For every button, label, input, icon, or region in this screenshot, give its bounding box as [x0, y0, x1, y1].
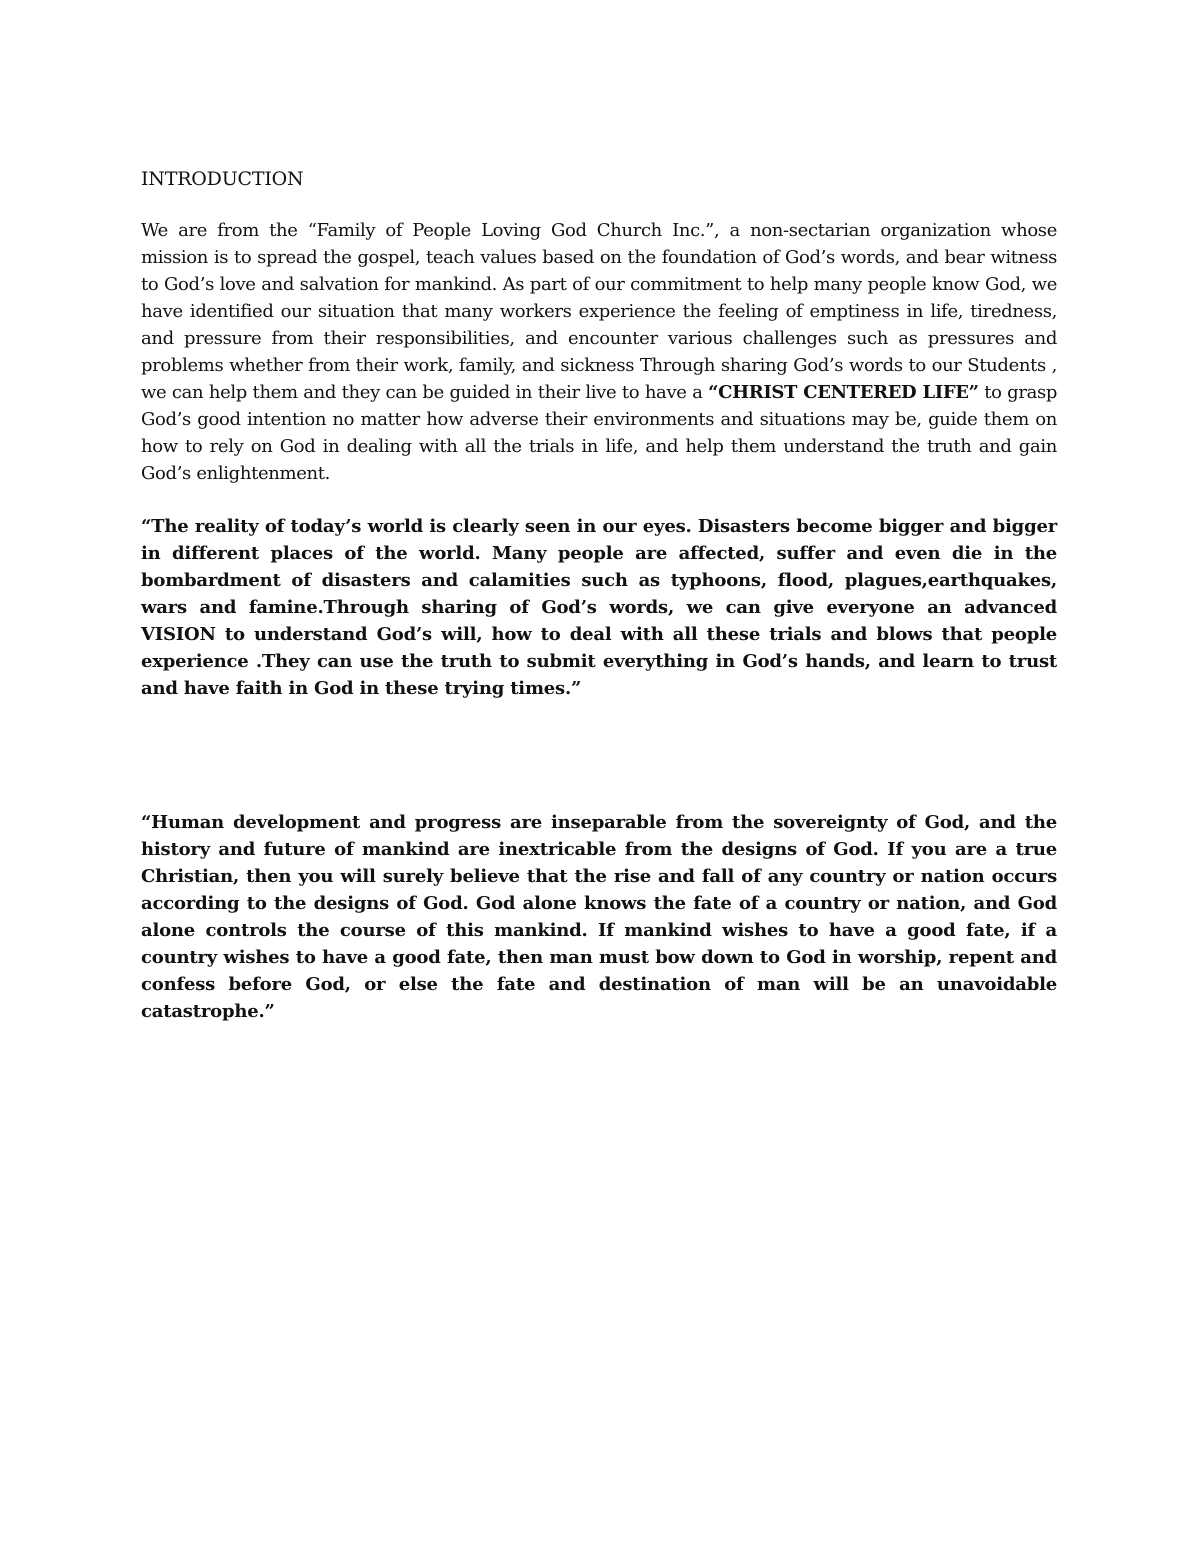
- section-heading: INTRODUCTION: [141, 168, 304, 190]
- quote-paragraph-2: “Human development and progress are inseparable from the sovereignty of God, and the history and future of mankind are inextricable from the designs of God. If you are a true Christian, then you will surely believe that the rise and fall of any country or nation occurs according to the designs of God. God alone knows the fate of a country or nation, and God alone controls the course of this mankind. If mankind wishes to have a good fate, if a country wishes to have a good fate, then man must bow down to God in worship, repent and confess before God, or else the fate and destination of man will be an unavoidable catastrophe.”: [141, 812, 1057, 1022]
- intro-text-part2: to grasp God’s good intention no matter how adverse their environments and situations may be, guide them on how to rely on God in dealing with all the trials in life, and help them understand the truth and gain God’s enlightenment.: [141, 382, 1058, 484]
- document-body: [141, 166, 1057, 1025]
- quote-paragraph-1: “The reality of today’s world is clearly seen in our eyes. Disasters become bigger and bigger in different places of the world. Many people are affected, suffer and even die in the bombardment of disasters and calamities such as typhoons, flood, plagues,earthquakes, wars and famine.Through sharing of God’s words, we can give everyone an advanced VISION to understand God’s will, how to deal with all these trials and blows that people experience .They can use the truth to submit everything in God’s hands, and learn to trust and have faith in God in these trying times.”: [141, 516, 1057, 699]
- intro-emphasis: “CHRIST CENTERED LIFE”: [708, 382, 979, 403]
- intro-paragraph: [141, 217, 1057, 487]
- intro-text-part1: We are from the “Family of People Loving God Church Inc.”, a non-sectarian organization whose mission is to spread the gospel, teach values based on the foundation of God’s words, and bear witness to God’s love and salvation for mankind. As part of our commitment to help many people know God, we have identified our situation that many workers experience the feeling of emptiness in life, tiredness, and pressure from their responsibilities, and encounter various challenges such as pressures and problems whether from their work, family, and sickness Through sharing God’s words to our Students , we can help them and they can be guided in their live to have a: [141, 220, 1057, 403]
